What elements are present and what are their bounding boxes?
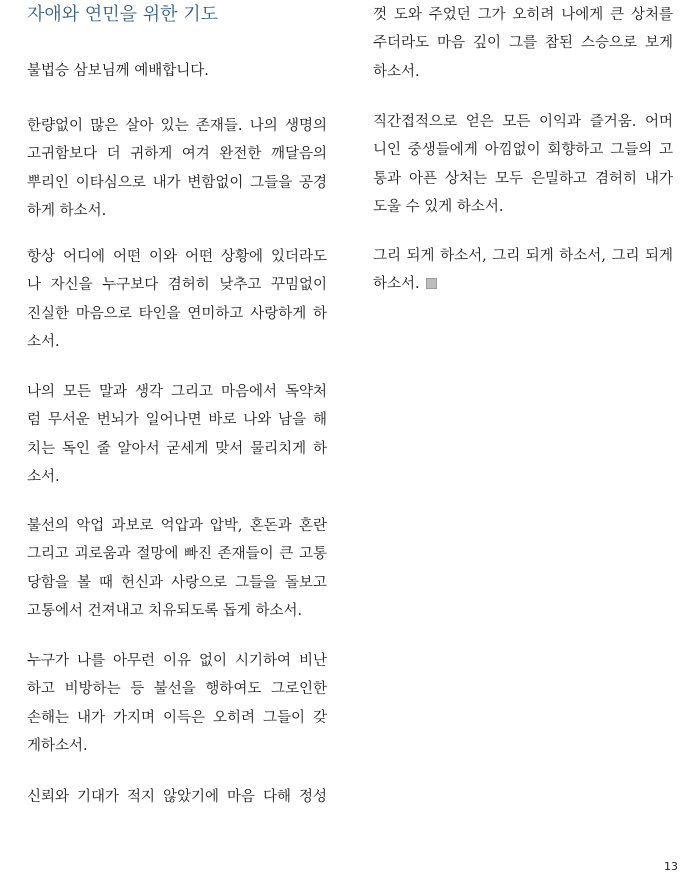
- text-line: 니인 중생들에게 아낌없이 회향하고 그들의 고: [373, 142, 673, 159]
- page-number: 13: [664, 860, 678, 873]
- paragraph: [27, 647, 327, 760]
- paragraph: [373, 242, 673, 299]
- text-line: 고통에서 건져내고 치유되도록 돕게 하소서.: [27, 602, 303, 619]
- text-line: 손해는 내가 가지며 이득은 오히려 그들이 갖: [27, 709, 327, 726]
- text-line: 직간접적으로 얻은 모든 이익과 즐거움. 어머: [373, 114, 673, 130]
- text-line: 그리고 괴로움과 절망에 빠진 존재들이 큰 고통: [27, 546, 327, 563]
- text-line: 한량없이 많은 살아 있는 존재들. 나의 생명의: [27, 118, 327, 134]
- text-line: 도울 수 있게 하소서.: [373, 198, 504, 215]
- text-line: [373, 270, 673, 298]
- text-line: 그리 되게 하소서, 그리 되게 하소서, 그리 되게: [373, 248, 673, 264]
- paragraph: [27, 243, 327, 356]
- text-line: 누구가 나를 아무런 이유 없이 시기하여 비난: [27, 653, 327, 669]
- text-line: 하게 하소서.: [27, 202, 107, 219]
- end-mark-icon: [426, 278, 437, 289]
- text-line: 주더라도 마음 깊이 그를 참된 스승으로 보게: [373, 35, 673, 52]
- text-line: 고귀함보다 더 귀하게 여겨 완전한 깨달음의: [27, 146, 327, 163]
- text-line: 게하소서.: [27, 737, 88, 754]
- text-line: 당함을 볼 때 헌신과 사랑으로 그들을 돌보고: [27, 574, 327, 591]
- paragraph: [27, 57, 327, 85]
- text-line: 럼 무서운 번뇌가 일어나면 바로 나와 남을 해: [27, 412, 327, 429]
- text-line: 불법승 삼보님께 예배합니다.: [27, 63, 209, 79]
- text-line: 껏 도와 주었던 그가 오히려 나에게 큰 상처를: [373, 7, 673, 23]
- text-line: 진실한 마음으로 타인을 연미하고 사랑하게 하: [27, 305, 327, 322]
- text-line-content: 하소서.: [373, 276, 420, 293]
- paragraph: [373, 1, 673, 86]
- text-line: 나의 모든 말과 생각 그리고 마음에서 독약처: [27, 384, 327, 400]
- text-line: 뿌리인 이타심으로 내가 변함없이 그들을 공경: [27, 174, 327, 191]
- text-line: 소서.: [27, 333, 60, 350]
- text-line: 불선의 악업 과보로 억압과 압박, 혼돈과 혼란: [27, 518, 327, 534]
- paragraph: [373, 108, 673, 221]
- text-line: 하소서.: [373, 63, 420, 80]
- paragraph: [27, 112, 327, 225]
- text-line: 항상 어디에 어떤 이와 어떤 상황에 있더라도: [27, 249, 327, 265]
- text-line: 하고 비방하는 등 불선을 행하여도 그로인한: [27, 681, 327, 698]
- text-line: 소서.: [27, 468, 60, 485]
- text-line: 통과 아픈 상처는 모두 은밀하고 겸허히 내가: [373, 170, 673, 187]
- text-line: 치는 독인 줄 알아서 굳세게 맞서 물리치게 하: [27, 440, 327, 457]
- paragraph: [27, 783, 327, 811]
- page-title: 자애와 연민을 위한 기도: [27, 4, 219, 25]
- text-line: 나 자신을 누구보다 겸허히 낮추고 꾸밈없이: [27, 277, 327, 294]
- paragraph: [27, 512, 327, 625]
- text-line: 신뢰와 기대가 적지 않았기에 마음 다해 정성: [27, 789, 327, 805]
- paragraph: [27, 378, 327, 491]
